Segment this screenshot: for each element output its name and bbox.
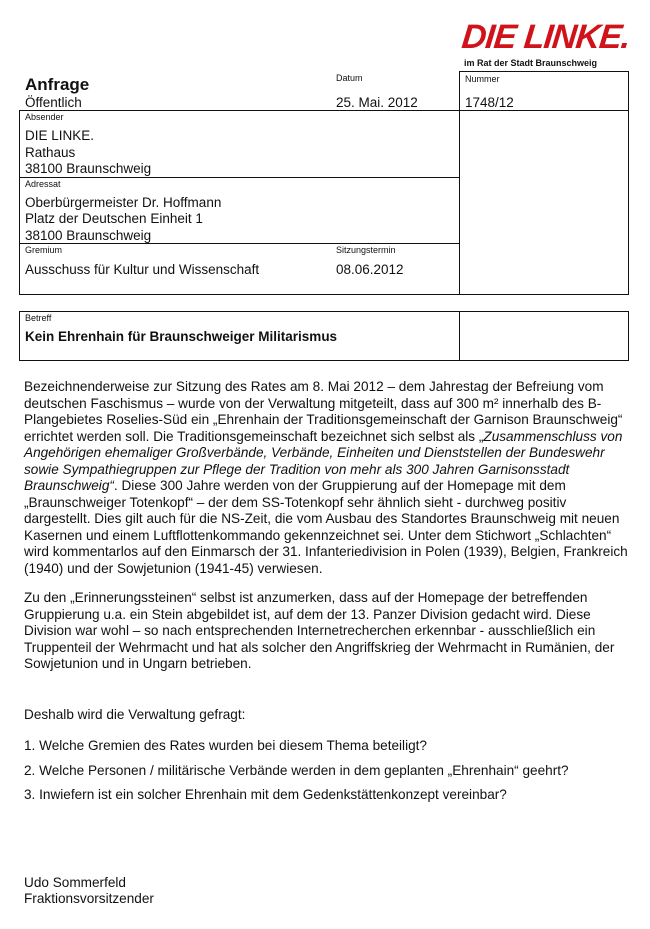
betreff-divider [459,311,460,361]
sitzungstermin-label: Sitzungstermin [336,245,396,255]
right-column-divider [459,110,460,295]
separator-absender [19,177,460,178]
absender-line-1: DIE LINKE. [25,128,95,143]
gremium-label: Gremium [25,245,63,255]
betreff-value: Kein Ehrenhain für Braunschweiger Militarismus [25,329,338,344]
paragraph-1-end: . Diese 300 Jahre werden von der Gruppierung auf der Homepage mit dem „Braunschweiger Totenkopf“ – der dem SS-Totenkopf sehr ähnlich sieht - durchweg positiv dargestellt. Dies gilt auch für die NS-Zeit, die vom Ausbau des Standortes Braunschweig mit neuen Kasernen und einem Luftflottenkommando gekennzeichnet sei. Unter dem Stichwort „Schlachten“ wird kommentarlos auf den Einmarsch der 31. Infanteriedivision in Polen (1939), Belgien, Frankreich (1940) und der Sowjetunion (1941-45) verwiesen. [24,478,628,576]
signature-name: Udo Sommerfeld [24,875,126,890]
signature-role: Fraktionsvorsitzender [24,891,154,906]
adressat-line-1: Oberbürgermeister Dr. Hoffmann [25,195,222,210]
die-linke-logo [462,18,632,70]
question-3: 3. Inwiefern ist ein solcher Ehrenhain mit dem Gedenkstättenkonzept vereinbar? [24,787,507,802]
logo-wordmark: DIE LINKE. [460,18,632,56]
body-paragraph-2 [24,590,634,673]
absender-line-3: 38100 Braunschweig [25,161,152,176]
paragraph-2-text: Zu den „Erinnerungssteinen“ selbst ist anzumerken, dass auf der Homepage der betreffenden Gruppierung u.a. ein Stein abgebildet ist, auf dem der 13. Panzer Division gedacht wird. Diese Division war wohl – so nach entsprechenden Internetrecherchen erkennbar - ausschließlich ein Truppenteil der Wehrmacht und hat als solcher den Angriffskrieg der Wehrmacht in Rumänien, der Sowjetunion und in Ungarn betrieben. [24,590,615,671]
betreff-label: Betreff [25,313,52,323]
logo-subtitle: im Rat der Stadt Braunschweig [464,58,598,68]
adressat-label: Adressat [25,179,61,189]
absender-label: Absender [25,112,64,122]
nummer-value: 1748/12 [465,95,514,110]
sitzungstermin-value: 08.06.2012 [336,262,404,277]
adressat-line-2: Platz der Deutschen Einheit 1 [25,211,203,226]
body-paragraph-1 [24,379,634,577]
document-type: Anfrage [25,75,90,94]
datum-label: Datum [336,73,363,83]
visibility-status: Öffentlich [25,95,82,110]
paragraph-1-start: Bezeichnenderweise zur Sitzung des Rates am 8. Mai 2012 – dem Jahrestag der Befreiung vom deutschen Faschismus – wurde von der Verwaltung mitgeteilt, dass auf 300 m² innerhalb des B-Plangebietes Roselies-Süd ein „Ehrenhain der Traditionsgemeinschaft der Garnison Braunschweig“ errichtet werden soll. Die Traditionsgemeinschaft bezeichnet sich selbst als „ [24,379,623,444]
nummer-label: Nummer [465,74,500,84]
questions-intro: Deshalb wird die Verwaltung gefragt: [24,707,246,722]
question-2: 2. Welche Personen / militärische Verbände werden in dem geplanten „Ehrenhain“ geehrt? [24,763,569,778]
question-1: 1. Welche Gremien des Rates wurden bei diesem Thema beteiligt? [24,738,427,753]
datum-value: 25. Mai. 2012 [336,95,418,110]
paragraph-1-quote: Zusammenschluss von Angehörigen ehemaliger Großverbände, Verbände, Einheiten und Dienststellen der Bundeswehr sowie Sympathiegruppen zur Pflege der Tradition von mehr als 300 Jahren Garnisonsstadt Braunschweig“ [24,428,623,493]
adressat-line-3: 38100 Braunschweig [25,228,152,243]
absender-line-2: Rathaus [25,145,76,160]
gremium-value: Ausschuss für Kultur und Wissenschaft [25,262,260,277]
